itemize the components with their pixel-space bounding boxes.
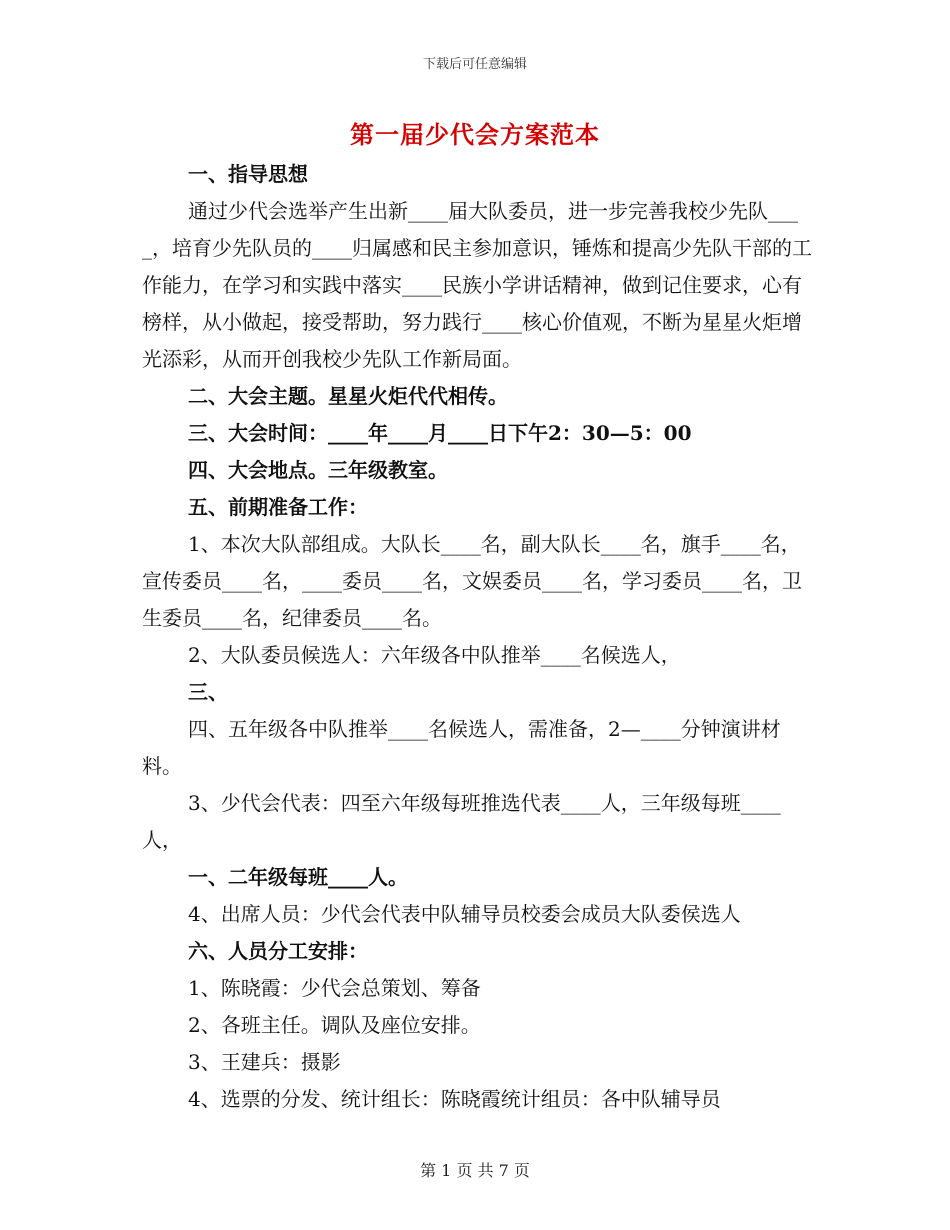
page-footer: 第 1 页 共 7 页 [420, 1161, 530, 1180]
section-heading: 一、指导思想 [188, 162, 308, 186]
section-heading: 一、二年级每班____人。 [188, 865, 408, 889]
document-title: 第一届少代会方案范本 [350, 120, 600, 149]
page-header: 下载后可任意编辑 [422, 57, 527, 72]
section-heading: 三、大会时间：____年____月____日下午2：30—5：00 [188, 421, 692, 445]
paragraph: 通过少代会选举产生出新____届大队委员，进一步完善我校少先队____，培育少先队员的____归属感和民主参加意识，锤炼和提高少先队干部的工作能力，在学习和实践中落实____民族小学讲话精神，做到记住要求，心有榜样，从小做起，接受帮助，努力践行____核心价值观，不断为星星火炬增光添彩，从而开创我校少先队工作新局面。 [142, 199, 812, 371]
section-heading: 六、人员分工安排： [188, 939, 368, 963]
section-heading: 五、前期准备工作： [188, 495, 368, 519]
paragraph: 3、王建兵：摄影 [188, 1050, 341, 1074]
section-heading: 三、 [188, 680, 228, 704]
paragraph: 1、本次大队部组成。大队长____名，副大队长____名，旗手____名，宣传委员____名，____委员____名，文娱委员____名，学习委员____名，卫生委员____名，纪律委员____名。 [142, 532, 802, 630]
paragraph: 3、少代会代表：四至六年级每班推选代表____人，三年级每班____人， [142, 791, 781, 852]
document-body [142, 156, 814, 1118]
paragraph: 4、选票的分发、统计组长：陈晓霞统计组员：各中队辅导员 [188, 1087, 721, 1111]
paragraph: 4、出席人员：少代会代表中队辅导员校委会成员大队委侯选人 [188, 902, 741, 926]
paragraph: 四、五年级各中队推举____名候选人，需准备，2—____分钟演讲材料。 [142, 717, 781, 778]
paragraph: 2、各班主任。调队及座位安排。 [188, 1013, 481, 1037]
section-heading: 四、大会地点。三年级教室。 [188, 458, 448, 482]
paragraph: 1、陈晓霞：少代会总策划、筹备 [188, 976, 481, 1000]
section-heading: 二、大会主题。星星火炬代代相传。 [188, 384, 508, 408]
paragraph: 2、大队委员候选人：六年级各中队推举____名候选人， [188, 643, 681, 667]
